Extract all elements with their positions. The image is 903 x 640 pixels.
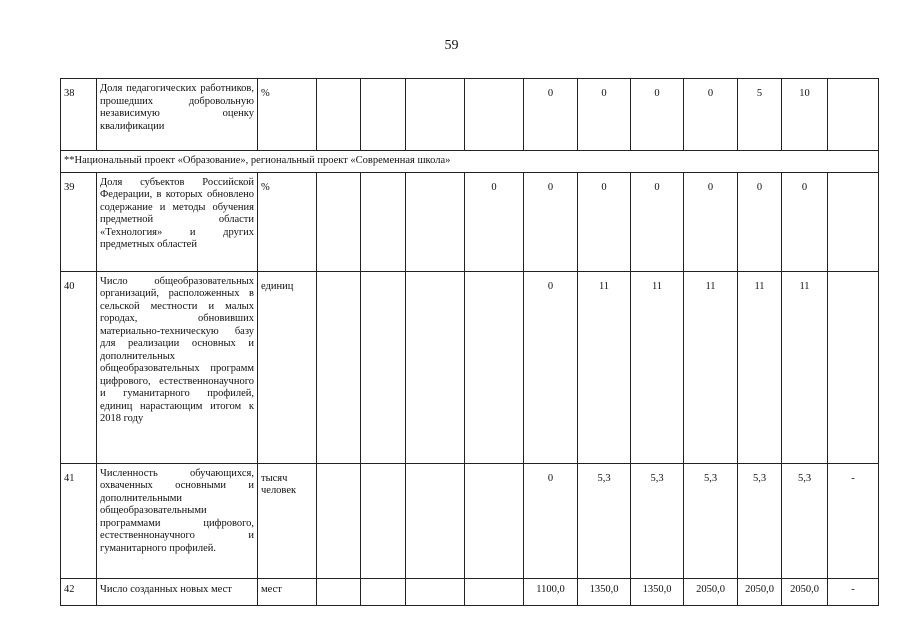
- value-cell: 2050,0: [684, 578, 738, 605]
- value-cell: 5,3: [782, 463, 828, 578]
- value-cell: 0: [578, 172, 631, 271]
- indicator-name: Число общеобразовательных организаций, расположенных в сельской местности и малых городах, обновивших материально-техническую базу для реализации основных и дополнительных общеобразовательных программ цифрового, естественнонаучного и гуманитарного профилей, единиц нарастающим итогом к 2018 году: [97, 271, 258, 463]
- value-cell: 0: [631, 172, 684, 271]
- unit-cell: %: [258, 79, 317, 151]
- value-cell: 0: [524, 463, 578, 578]
- unit-cell: единиц: [258, 271, 317, 463]
- value-cell: [361, 463, 406, 578]
- page-number: 59: [444, 38, 459, 53]
- value-cell: 2050,0: [782, 578, 828, 605]
- value-cell: 5,3: [578, 463, 631, 578]
- value-cell: 0: [684, 79, 738, 151]
- value-cell: 11: [631, 271, 684, 463]
- indicator-name: Доля педагогических работников, прошедших добровольную независимую оценку квалификации: [97, 79, 258, 151]
- value-cell: 11: [578, 271, 631, 463]
- value-cell: 0: [524, 172, 578, 271]
- value-cell: 0: [524, 271, 578, 463]
- unit-cell: %: [258, 172, 317, 271]
- value-cell: [317, 79, 361, 151]
- table-row: [61, 79, 879, 151]
- value-cell: [361, 578, 406, 605]
- value-cell: 5,3: [684, 463, 738, 578]
- value-cell: [465, 79, 524, 151]
- value-cell: 1350,0: [578, 578, 631, 605]
- value-cell: 0: [631, 79, 684, 151]
- value-cell: [465, 463, 524, 578]
- value-cell: 10: [782, 79, 828, 151]
- table-row: [61, 463, 879, 578]
- value-cell: 1350,0: [631, 578, 684, 605]
- value-cell: -: [828, 578, 879, 605]
- indicator-name: Число созданных новых мест: [97, 578, 258, 605]
- value-cell: 1100,0: [524, 578, 578, 605]
- value-cell: [465, 578, 524, 605]
- value-cell: [465, 271, 524, 463]
- value-cell: 11: [684, 271, 738, 463]
- value-cell: [317, 271, 361, 463]
- indicator-name: Доля субъектов Российской Федерации, в которых обновлено содержание и методы обучения предметной области «Технология» и других предметных областей: [97, 172, 258, 271]
- value-cell: 5,3: [631, 463, 684, 578]
- value-cell: 0: [738, 172, 782, 271]
- unit-cell: тысяч человек: [258, 463, 317, 578]
- value-cell: [361, 172, 406, 271]
- row-index: 42: [61, 578, 97, 605]
- value-cell: 0: [465, 172, 524, 271]
- section-header-row: [61, 151, 879, 173]
- value-cell: [406, 463, 465, 578]
- table-row: [61, 271, 879, 463]
- value-cell: 0: [524, 79, 578, 151]
- value-cell: [317, 463, 361, 578]
- value-cell: [361, 271, 406, 463]
- value-cell: [406, 578, 465, 605]
- table-row: [61, 578, 879, 605]
- value-cell: 5: [738, 79, 782, 151]
- indicator-name: Численность обучающихся, охваченных основными и дополнительными общеобразовательными программами цифрового, естественнонаучного и гуманитарного профилей.: [97, 463, 258, 578]
- value-cell: 0: [578, 79, 631, 151]
- value-cell: [317, 578, 361, 605]
- row-index: 40: [61, 271, 97, 463]
- value-cell: 2050,0: [738, 578, 782, 605]
- table-row: [61, 172, 879, 271]
- value-cell: [828, 172, 879, 271]
- row-index: 38: [61, 79, 97, 151]
- value-cell: 0: [782, 172, 828, 271]
- value-cell: [828, 79, 879, 151]
- value-cell: 0: [684, 172, 738, 271]
- value-cell: 5,3: [738, 463, 782, 578]
- value-cell: 11: [738, 271, 782, 463]
- unit-cell: мест: [258, 578, 317, 605]
- value-cell: [317, 172, 361, 271]
- value-cell: [406, 79, 465, 151]
- value-cell: 11: [782, 271, 828, 463]
- section-header: **Национальный проект «Образование», региональный проект «Современная школа»: [61, 151, 879, 173]
- value-cell: [828, 271, 879, 463]
- row-index: 41: [61, 463, 97, 578]
- value-cell: [406, 271, 465, 463]
- indicators-table: [60, 78, 879, 606]
- row-index: 39: [61, 172, 97, 271]
- value-cell: [361, 79, 406, 151]
- value-cell: [406, 172, 465, 271]
- value-cell: -: [828, 463, 879, 578]
